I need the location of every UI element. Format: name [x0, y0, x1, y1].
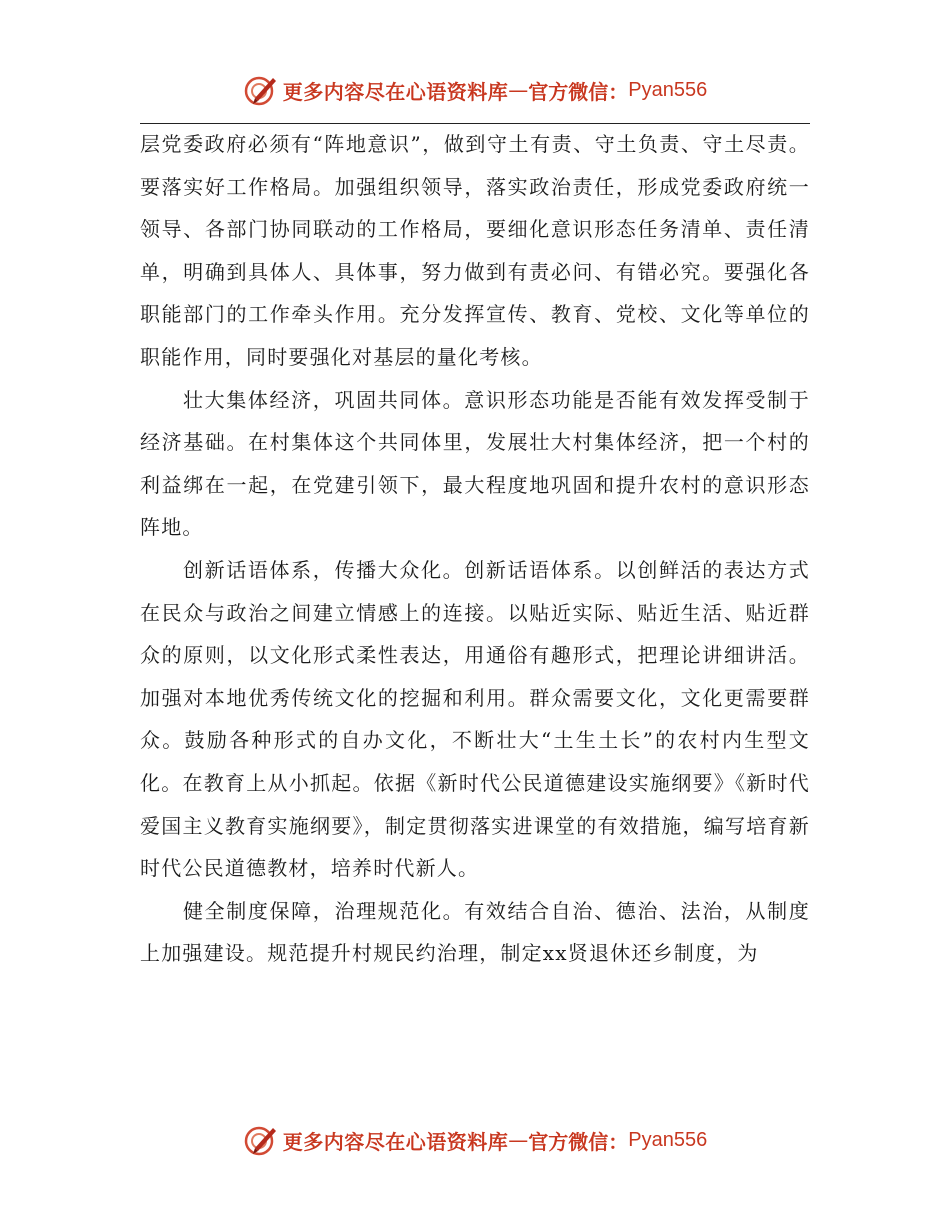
pen-logo-icon [243, 1122, 279, 1158]
footer-brand-text: 更多内容尽在心语资料库 [282, 1129, 509, 1154]
header-official-label: 官方微信： [528, 79, 629, 104]
header-brand-text: 更多内容尽在心语资料库 [282, 79, 509, 104]
header-banner [0, 70, 950, 110]
footer-separator: — [508, 1128, 529, 1152]
header-wechat-id: Pyan556 [628, 78, 708, 101]
header-separator: — [508, 78, 529, 102]
paragraph-1: 层党委政府必须有“阵地意识”，做到守土有责、守土负责、守土尽责。要落实好工作格局。加强组织领导，落实政治责任，形成党委政府统一领导、各部门协同联动的工作格局，要细化意识形态任务清单、责任清单，明确到具体人、具体事，努力做到有责必问、有错必究。要强化各职能部门的工作牵头作用。充分发挥宣传、教育、党校、文化等单位的职能作用，同时要强化对基层的量化考核。 [140, 132, 810, 369]
paragraph-3: 创新话语体系，传播大众化。创新话语体系。以创鲜活的表达方式在民众与政治之间建立情感上的连接。以贴近实际、贴近生活、贴近群众的原则，以文化形式柔性表达，用通俗有趣形式，把理论讲细讲活。加强对本地优秀传统文化的挖掘和利用。群众需要文化，文化更需要群众。鼓励各种形式的自办文化，不断壮大“土生土长”的农村内生型文化。在教育上从小抓起。依据《新时代公民道德建设实施纲要》《新时代爱国主义教育实施纲要》，制定贯彻落实进课堂的有效措施，编写培育新时代公民道德教材，培养时代新人。 [140, 557, 810, 881]
document-body [140, 123, 810, 975]
footer-wechat-id: Pyan556 [628, 1128, 708, 1151]
paragraph-4: 健全制度保障，治理规范化。有效结合自治、德治、法治，从制度上加强建设。规范提升村规民约治理，制定xx贤退休还乡制度，为 [140, 898, 810, 966]
pen-logo-icon [243, 72, 279, 108]
footer-banner [0, 1120, 950, 1160]
footer-official-label: 官方微信： [528, 1129, 629, 1154]
paragraph-2: 壮大集体经济，巩固共同体。意识形态功能是否能有效发挥受制于经济基础。在村集体这个共同体里，发展壮大村集体经济，把一个村的利益绑在一起，在党建引领下，最大程度地巩固和提升农村的意识形态阵地。 [140, 387, 810, 540]
